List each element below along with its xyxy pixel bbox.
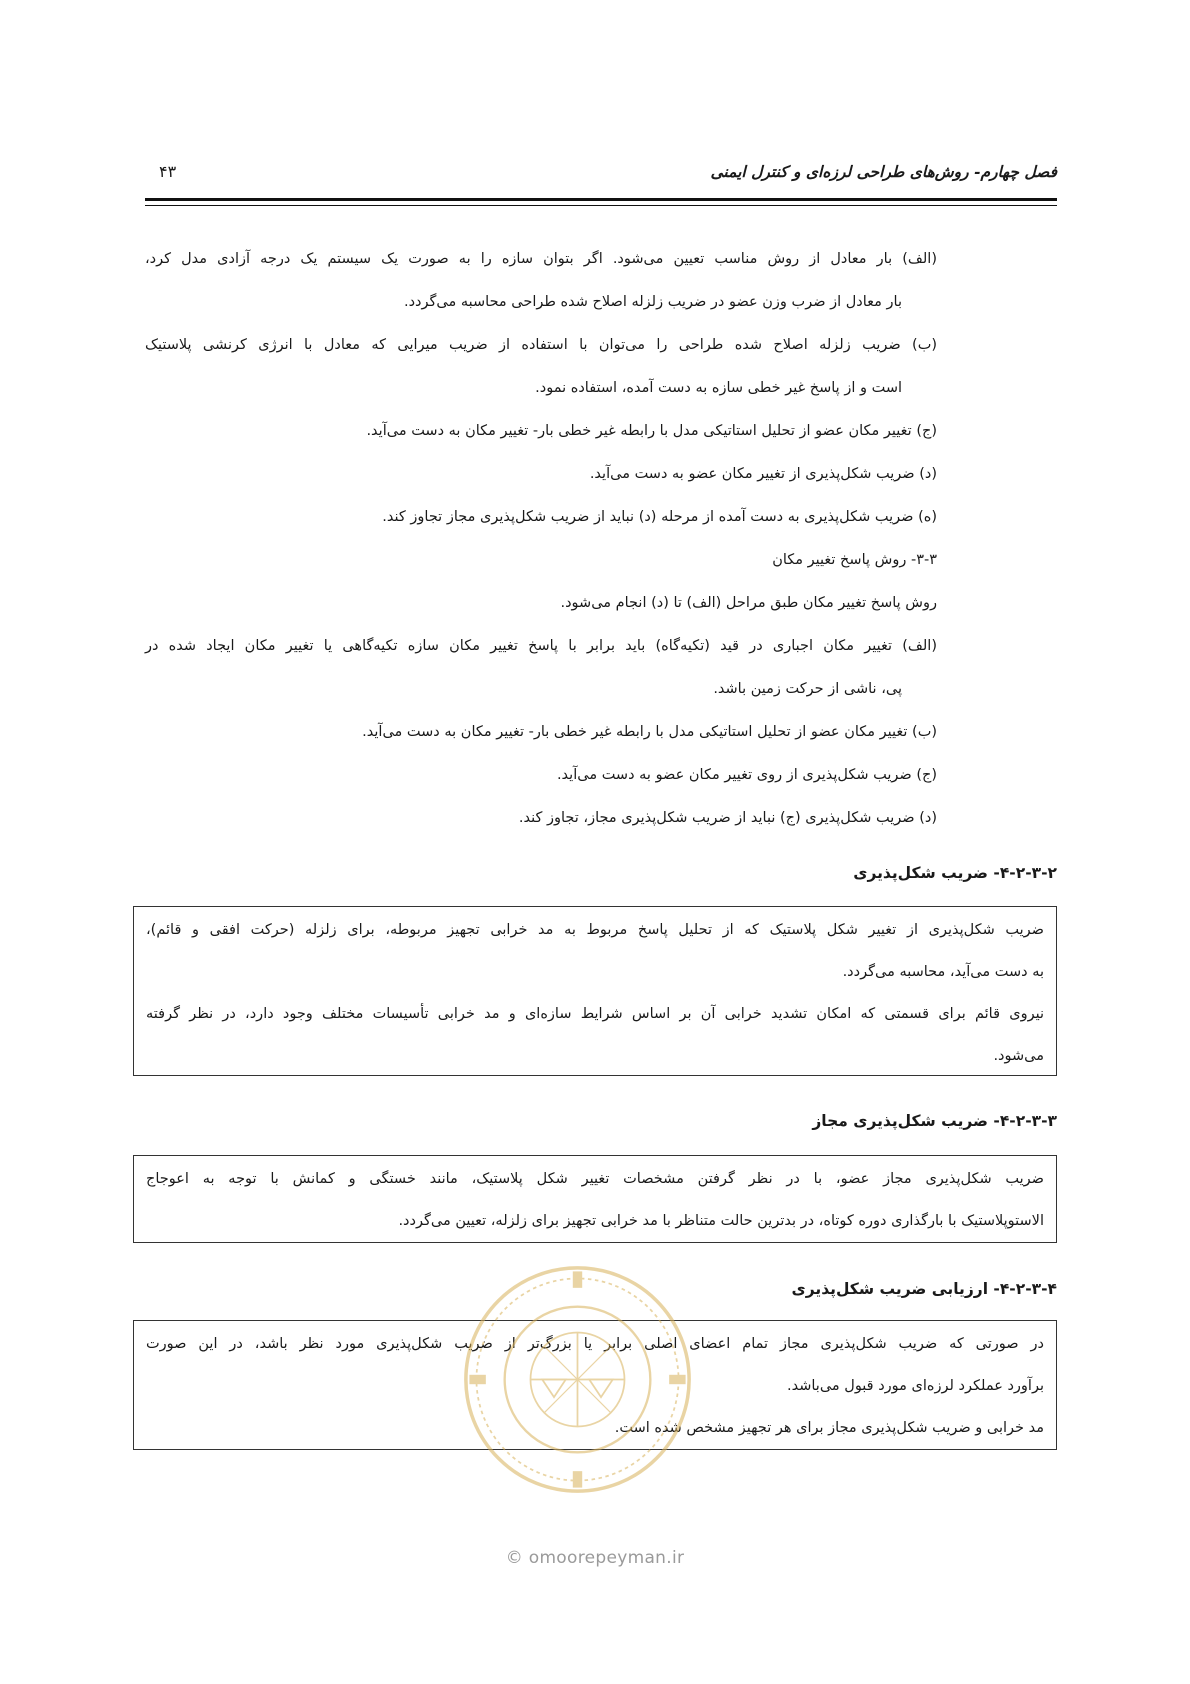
box-line: نیروی قائم برای قسمتی که امکان تشدید خرابی آن بر اساس شرایط سازه‌ای و مد خرابی تأسیسات مختلف وجود دارد، در نظر گرفته	[146, 1006, 1044, 1022]
paragraph-line: بار معادل از ضرب وزن عضو در ضریب زلزله اصلاح شده طراحی محاسبه می‌گردد.	[403, 294, 902, 310]
box-line: ضریب شکل‌پذیری از تغییر شکل پلاستیک که از تحلیل پاسخ مربوط به مد خرابی تجهیز مربوطه، برای زلزله (حرکت افقی و قائم)،	[146, 922, 1044, 938]
paragraph-line: (الف) تغییر مکان اجباری در قید (تکیه‌گاه) باید برابر با پاسخ تغییر مکان سازه تکیه‌گاهی یا تغییر مکان ایجاد شده در	[145, 638, 937, 654]
watermark-url	[0, 1548, 1190, 1568]
header-rule-thin	[145, 205, 1057, 206]
box-line: به دست می‌آید، محاسبه می‌گردد.	[842, 964, 1044, 980]
chapter-title: فصل چهارم- روش‌های طراحی لرزه‌ای و کنترل ایمنی	[710, 162, 1057, 181]
copyright-icon: ©	[505, 1548, 524, 1568]
paragraph-line: پی، ناشی از حرکت زمین باشد.	[713, 681, 902, 697]
header-rule	[145, 198, 1057, 201]
paragraph-line: (ج) تغییر مکان عضو از تحلیل استاتیکی مدل با رابطه غیر خطی بار- تغییر مکان به دست می‌آید.	[366, 423, 937, 439]
paragraph-line: روش پاسخ تغییر مکان طبق مراحل (الف) تا (د) انجام می‌شود.	[560, 595, 937, 611]
paragraph-line: (د) ضریب شکل‌پذیری (ج) نباید از ضریب شکل‌پذیری مجاز، تجاوز کند.	[518, 810, 937, 826]
paragraph-line: است و از پاسخ غیر خطی سازه به دست آمده، استفاده نمود.	[535, 380, 902, 396]
box-line: در صورتی که ضریب شکل‌پذیری مجاز تمام اعضای اصلی برابر یا بزرگ‌تر از ضریب شکل‌پذیری مورد نظر باشد، در این صورت	[146, 1336, 1044, 1352]
paragraph-line: (ه) ضریب شکل‌پذیری به دست آمده از مرحله (د) نباید از ضریب شکل‌پذیری مجاز تجاوز کند.	[382, 509, 937, 525]
box-line: مد خرابی و ضریب شکل‌پذیری مجاز برای هر تجهیز مشخص شده است.	[614, 1420, 1044, 1436]
paragraph-line: (الف) بار معادل از روش مناسب تعیین می‌شود. اگر بتوان سازه را به صورت یک سیستم یک درجه آزادی مدل کرد،	[145, 251, 937, 267]
paragraph-line: (ب) ضریب زلزله اصلاح شده طراحی را می‌توان با استفاده از ضریب میرایی که معادل با انرژی کرنشی پلاستیک	[145, 337, 937, 353]
paragraph-line: (د) ضریب شکل‌پذیری از تغییر مکان عضو به دست می‌آید.	[589, 466, 937, 482]
body-text	[145, 238, 1057, 840]
box-line: الاستوپلاستیک با بارگذاری دوره کوتاه، در بدترین حالت متناظر با مد خرابی تجهیز برای زلزله، تعیین می‌گردد.	[398, 1213, 1044, 1229]
paragraph-line: (ج) ضریب شکل‌پذیری از روی تغییر مکان عضو به دست می‌آید.	[556, 767, 937, 783]
box-line: برآورد عملکرد لرزه‌ای مورد قبول می‌باشد.	[787, 1378, 1044, 1394]
page-number: ۴۳	[159, 162, 177, 181]
section-heading: ۴-۲-۳-۴- ارزیابی ضریب شکل‌پذیری	[791, 1280, 1057, 1298]
section-heading: ۴-۲-۳-۳- ضریب شکل‌پذیری مجاز	[812, 1112, 1057, 1130]
box-line: می‌شود.	[993, 1048, 1044, 1064]
section-heading: ۴-۲-۳-۲- ضریب شکل‌پذیری	[853, 864, 1057, 882]
section-box	[133, 906, 1057, 1076]
running-header	[145, 160, 1057, 190]
watermark-url-text: omoorepeyman.ir	[528, 1548, 685, 1568]
box-line: ضریب شکل‌پذیری مجاز عضو، با در نظر گرفتن مشخصات تغییر شکل پلاستیک، مانند خستگی و کمانش با توجه به اعوجاج	[146, 1171, 1044, 1187]
paragraph-line: (ب) تغییر مکان عضو از تحلیل استاتیکی مدل با رابطه غیر خطی بار- تغییر مکان به دست می‌آید.	[362, 724, 937, 740]
subsection-title: ۳-۳- روش پاسخ تغییر مکان	[772, 552, 937, 568]
section-box	[133, 1320, 1057, 1450]
section-box	[133, 1155, 1057, 1243]
